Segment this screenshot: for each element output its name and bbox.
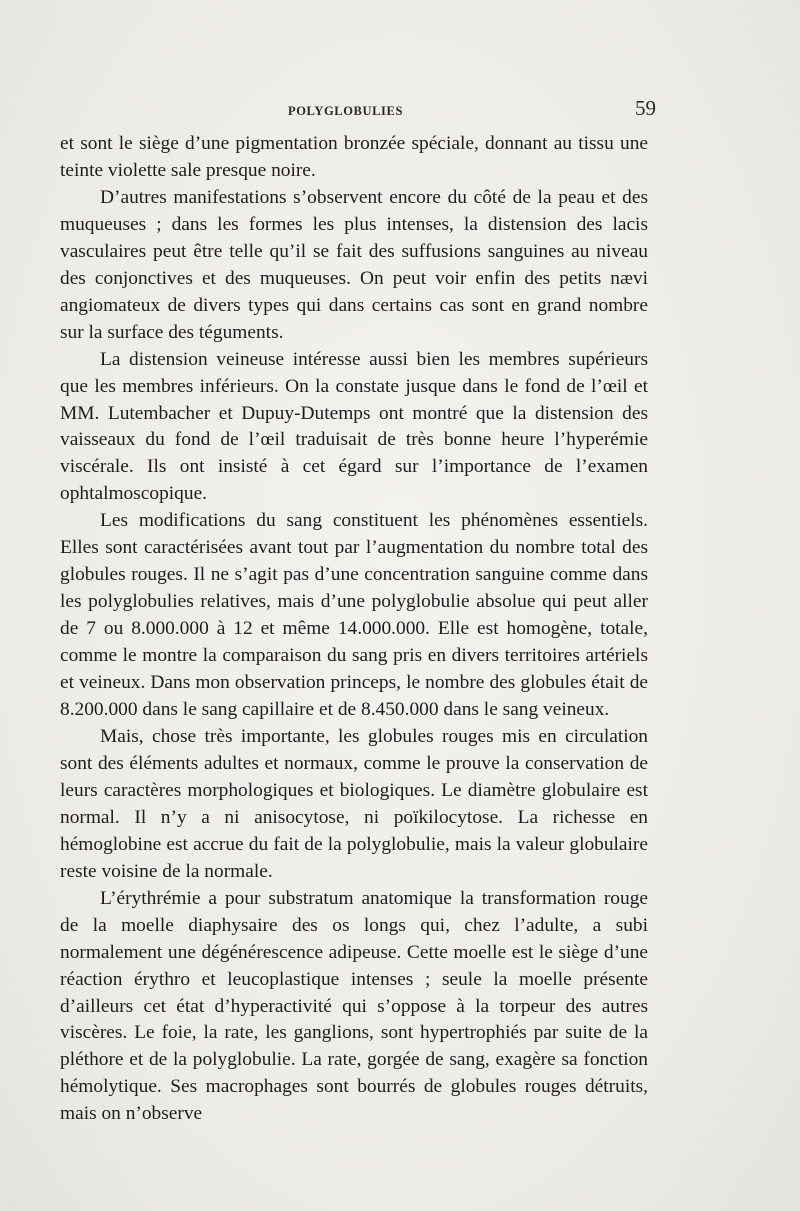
running-title: POLYGLOBULIES bbox=[288, 104, 404, 118]
paragraph-venous-distension: La distension veineuse intéresse aussi bien les membres supérieurs que les membres inférieurs. On la constate jusque dans le fond de l’œil et MM. Lutembacher et Dupuy-Dutemps ont montré que la distension des vaisseaux du fond de l’œil traduisait de très bonne heure l’hyperémie viscérale. Ils ont insisté à cet égard sur l’importance de l’examen ophtalmoscopique. bbox=[60, 348, 648, 505]
paragraph-skin-manifestations: D’autres manifestations s’observent encore du côté de la peau et des muqueuses ; dans les formes les plus intenses, la distension des lacis vasculaires peut être telle qu’il se fait des suffusions sanguines au niveau des conjonctives et des muqueuses. On peut voir enfin des petits nævi angiomateux de divers types qui dans certains cas sont en grand nombre sur la surface des téguments. bbox=[60, 186, 648, 343]
paragraph-continuation: et sont le siège d’une pigmentation bronzée spéciale, donnant au tissu une teinte violette sale presque noire. bbox=[60, 133, 648, 181]
paragraph-blood-modifications: Les modifications du sang constituent les phénomènes essentiels. Elles sont caractérisées avant tout par l’augmentation du nombre total des globules rouges. Il ne s’agit pas d’une concentration sanguine comme dans les polyglobulies relatives, mais d’une polyglobulie absolue qui peut aller de 7 ou 8.000.000 à 12 et même 14.000.000. Elle est homogène, totale, comme le montre la comparaison du sang pris en divers territoires artériels et veineux. Dans mon observation princeps, le nombre des globules était de 8.200.000 dans le sang capillaire et de 8.450.000 dans le sang veineux. bbox=[60, 510, 648, 721]
paragraph-erythremia-anatomy: L’érythrémie a pour substratum anatomique la transformation rouge de la moelle diaphysaire des os longs qui, chez l’adulte, a subi normalement une dégénérescence adipeuse. Cette moelle est le siège d’une réaction érythro et leucoplastique intenses ; seule la moelle présente d’ailleurs cet état d’hyperactivité qui s’oppose à la torpeur des autres viscères. Le foie, la rate, les ganglions, sont hypertrophiés par suite de la pléthore et de la polyglobulie. La rate, gorgée de sang, exagère sa fonction hémolytique. Ses macrophages sont bourrés de globules rouges détruits, mais on n’observe bbox=[60, 887, 648, 1125]
paragraph-red-cells: Mais, chose très importante, les globules rouges mis en circulation sont des éléments adultes et normaux, comme le prouve la conservation de leurs caractères morphologiques et biologiques. Le diamètre globulaire est normal. Il n’y a ni anisocytose, ni poïkilocytose. La richesse en hémoglobine est accrue du fait de la polyglobulie, mais la valeur globulaire reste voisine de la normale. bbox=[60, 725, 648, 882]
page-number: 59 bbox=[635, 96, 656, 120]
body-text bbox=[60, 131, 648, 1128]
running-head bbox=[60, 96, 660, 126]
